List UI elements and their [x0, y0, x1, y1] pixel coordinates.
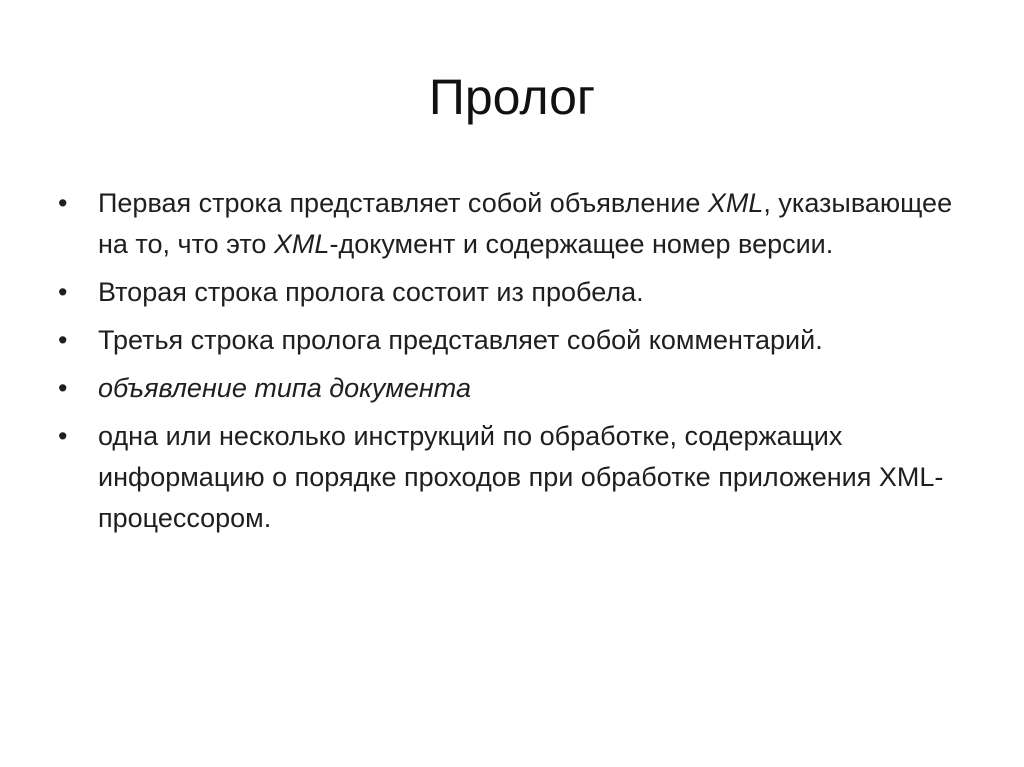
- bullet-item-4: [58, 368, 988, 409]
- bullet-item-2: [58, 272, 988, 313]
- bullet-1-text-part2: , указывающее на то, что это: [98, 188, 953, 259]
- bullet-list: [58, 183, 988, 546]
- bullet-1-xml-term-2: XML: [273, 229, 330, 259]
- bullet-1-xml-term: XML: [707, 188, 764, 218]
- bullet-3-text: Третья строка пролога представляет собой комментарий.: [98, 325, 823, 355]
- bullet-dot-icon: •: [58, 325, 68, 355]
- bullet-dot-icon: •: [58, 188, 68, 218]
- bullet-item-3: [58, 320, 988, 361]
- bullet-4-text: объявление типа документа: [98, 373, 471, 403]
- bullet-1-text-part1: Первая строка представляет собой объявление: [98, 188, 708, 218]
- bullet-2-text: Вторая строка пролога состоит из пробела.: [98, 277, 644, 307]
- bullet-1-text-part3: -документ и содержащее номер версии.: [329, 229, 834, 259]
- bullet-5-text: одна или несколько инструкций по обработке, содержащих информацию о порядке проходов при обработке приложения XML-процессором.: [98, 421, 944, 533]
- bullet-dot-icon: •: [58, 373, 68, 403]
- slide-title: Пролог: [428, 69, 596, 125]
- bullet-dot-icon: •: [58, 421, 68, 451]
- bullet-item-1: [58, 183, 988, 265]
- bullet-item-5: [58, 416, 988, 539]
- bullet-dot-icon: •: [58, 277, 68, 307]
